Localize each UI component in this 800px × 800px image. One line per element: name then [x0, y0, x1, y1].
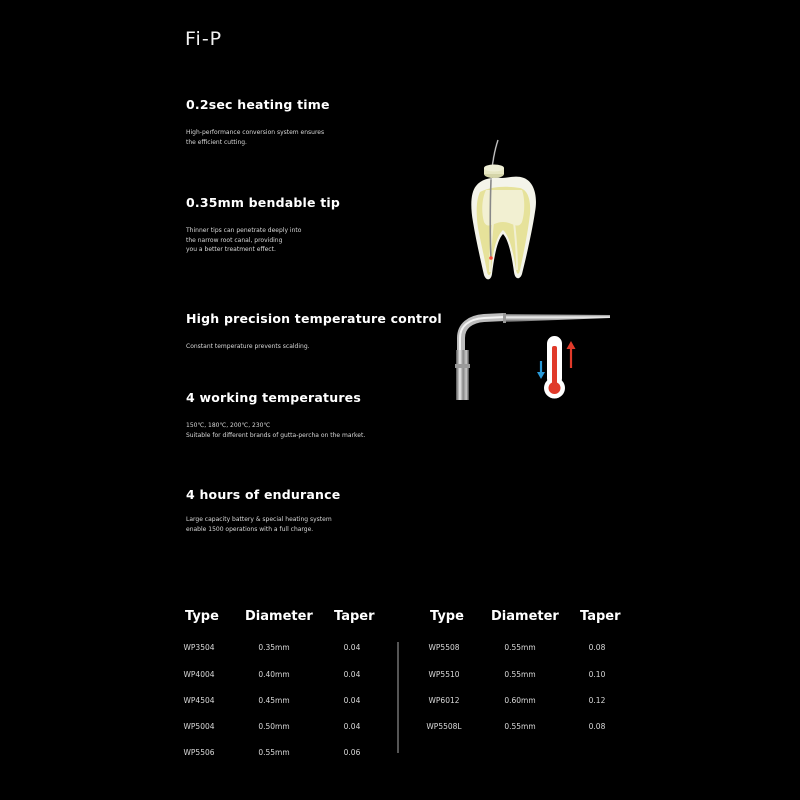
feature-heading-heating-time: 0.2sec heating time: [186, 97, 330, 112]
feature-heading-endurance: 4 hours of endurance: [186, 487, 341, 502]
cell-taper: 0.08: [588, 722, 606, 731]
cell-type: WP3504: [183, 643, 215, 652]
cell-diameter: 0.55mm: [504, 722, 536, 731]
table-header-diameter-right: Diameter: [491, 609, 559, 624]
table-header-type-left: Type: [185, 609, 219, 624]
feature-desc-endurance: [186, 515, 332, 534]
arrow-down-icon: [537, 361, 545, 379]
table-header-type-right: Type: [430, 609, 464, 624]
feature-heading-bendable-tip: 0.35mm bendable tip: [186, 195, 341, 210]
cell-diameter: 0.45mm: [258, 696, 290, 705]
cell-diameter: 0.55mm: [504, 670, 536, 679]
feature-desc-line: the efficient cutting.: [186, 138, 247, 146]
cell-taper: 0.04: [343, 722, 361, 731]
feature-desc-working-temps: [186, 421, 365, 440]
feature-desc-temp-control: [186, 342, 310, 352]
feature-desc-line: Suitable for different brands of gutta-percha on the market.: [186, 431, 366, 439]
table-divider: [397, 642, 399, 753]
feature-heading-temp-control: High precision temperature control: [186, 311, 442, 326]
feature-desc-line: Constant temperature prevents scalding.: [186, 343, 310, 350]
feature-heading-working-temps: 4 working temperatures: [186, 390, 362, 405]
cell-type: WP6012: [428, 696, 460, 705]
table-header-taper-right: Taper: [580, 609, 621, 624]
cell-taper: 0.10: [588, 670, 606, 679]
cell-taper: 0.12: [588, 696, 606, 705]
cell-taper: 0.08: [588, 643, 606, 652]
table-header-diameter-left: Diameter: [245, 609, 313, 624]
cell-taper: 0.04: [343, 670, 361, 679]
feature-desc-line: High-performance conversion system ensures: [186, 129, 325, 136]
feature-desc-line: enable 1500 operations with a full charge.: [186, 525, 314, 533]
cell-diameter: 0.55mm: [258, 748, 290, 757]
cell-diameter: 0.60mm: [504, 696, 536, 705]
arrow-up-icon: [567, 341, 576, 368]
cell-diameter: 0.55mm: [504, 643, 536, 652]
feature-desc-line: Large capacity battery & special heating system: [186, 516, 332, 523]
cell-type: WP4004: [183, 670, 215, 679]
page-title: Fi-P: [185, 28, 223, 50]
feature-desc-heating-time: [186, 128, 324, 147]
cell-taper: 0.04: [343, 643, 361, 652]
cell-type: WP5508: [428, 643, 460, 652]
cell-type: WP5004: [183, 722, 215, 731]
cell-taper: 0.04: [343, 696, 361, 705]
feature-desc-line: you a better treatment effect.: [186, 246, 276, 253]
table-header-taper-left: Taper: [334, 609, 375, 624]
feature-desc-line: 150℃, 180℃, 200℃, 230℃: [186, 422, 271, 429]
cell-diameter: 0.35mm: [258, 643, 290, 652]
cell-type: WP5506: [183, 748, 215, 757]
cell-type: WP4504: [183, 696, 215, 705]
cell-taper: 0.06: [343, 748, 361, 757]
cell-diameter: 0.50mm: [258, 722, 290, 731]
cell-type: WP5508L: [426, 722, 462, 731]
feature-desc-line: Thinner tips can penetrate deeply into: [186, 227, 302, 234]
feature-desc-line: the narrow root canal, providing: [186, 236, 283, 244]
cell-diameter: 0.40mm: [258, 670, 290, 679]
cell-type: WP5510: [428, 670, 460, 679]
feature-desc-bendable-tip: [186, 226, 301, 255]
